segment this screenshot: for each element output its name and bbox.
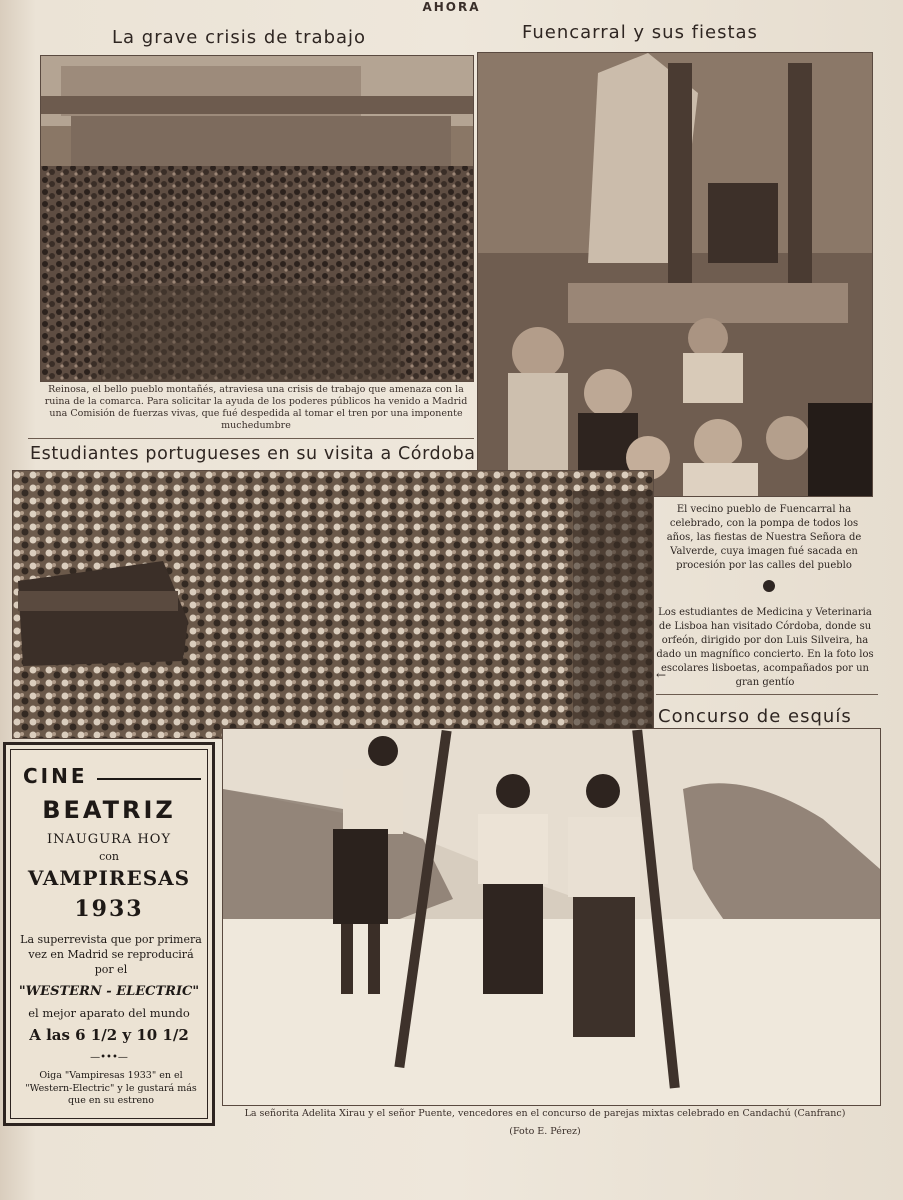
ad-system: "WESTERN - ELECTRIC" <box>18 984 200 999</box>
reinosa-crowd-image <box>41 56 473 381</box>
caption-estudiantes: Los estudiantes de Medicina y Veterinaria de Lisboa han visitado Córdoba, donde su orfeón, dirigido por don Luis Silveira, ha dado un magnífico concierto. En la foto los escolares lisboetas, acompañados por un gran gentío <box>656 607 874 688</box>
caption-fuencarral: El vecino pueblo de Fuencarral ha celebrado, con la pompa de todos los años, las fiestas de Nuestra Señora de Valverde, cuya imagen fué sacada en procesión por las calles del pueblo <box>666 504 862 571</box>
ad-inner-border <box>10 749 208 1119</box>
fuencarral-image <box>478 53 872 496</box>
photo-reinosa-crowd <box>40 55 474 382</box>
divider-estudiantes <box>28 438 474 439</box>
estudiantes-image <box>13 471 653 738</box>
ad-body-1: La superrevista que por primera vez en Madrid se reproducirá por el <box>20 933 202 976</box>
ad-cine-rule <box>97 778 201 780</box>
caption-reinosa: Reinosa, el bello pueblo montañés, atraviesa una crisis de trabajo que amenaza con la ruina de la comarca. Para solicitar la ayuda de los poderes públicos ha venido a Madrid una Comisión de fuerzas vivas, que fué despedida al tomar el tren por una imponente muchedumbre <box>44 384 468 431</box>
masthead: AHORA <box>422 0 481 14</box>
ad-show-year: 1933 <box>74 896 144 922</box>
ad-con: con <box>99 850 119 863</box>
photo-estudiantes-crowd <box>12 470 654 739</box>
caption-esquis-credit: (Foto E. Pérez) <box>509 1126 581 1137</box>
ad-inaugura: INAUGURA HOY <box>46 832 172 847</box>
headline-crisis: La grave crisis de trabajo <box>112 27 367 48</box>
ad-show-title: VAMPIRESAS <box>27 866 191 890</box>
ski-contest-image <box>223 729 880 1105</box>
photo-fuencarral-procession <box>477 52 873 497</box>
headline-esquis: Concurso de esquís <box>658 706 852 727</box>
caption-esquis: La señorita Adelita Xirau y el señor Puente, vencedores en el concurso de parejas mixtas celebrado en Candachú (Canfranc) <box>244 1108 846 1119</box>
photo-ski-contest <box>222 728 881 1106</box>
divider-esquis <box>656 694 878 695</box>
ad-theatre-name: BEATRIZ <box>42 796 176 824</box>
arrow-left-icon: ← <box>656 668 667 682</box>
ad-cine: CINE <box>23 764 88 788</box>
ad-times: A las 6 1/2 y 10 1/2 <box>29 1026 189 1044</box>
headline-estudiantes: Estudiantes portugueses en su visita a Córdoba <box>30 444 476 464</box>
headline-fuencarral: Fuencarral y sus fiestas <box>522 22 758 43</box>
ad-ornament: —•••— <box>90 1052 128 1063</box>
ad-body-2: el mejor aparato del mundo <box>28 1006 190 1020</box>
bullet-ornament <box>763 580 775 592</box>
ad-footer: Oiga "Vampiresas 1933" en el "Western-Electric" y le gustará más que en su estreno <box>25 1070 197 1106</box>
cinema-advertisement <box>3 742 215 1126</box>
